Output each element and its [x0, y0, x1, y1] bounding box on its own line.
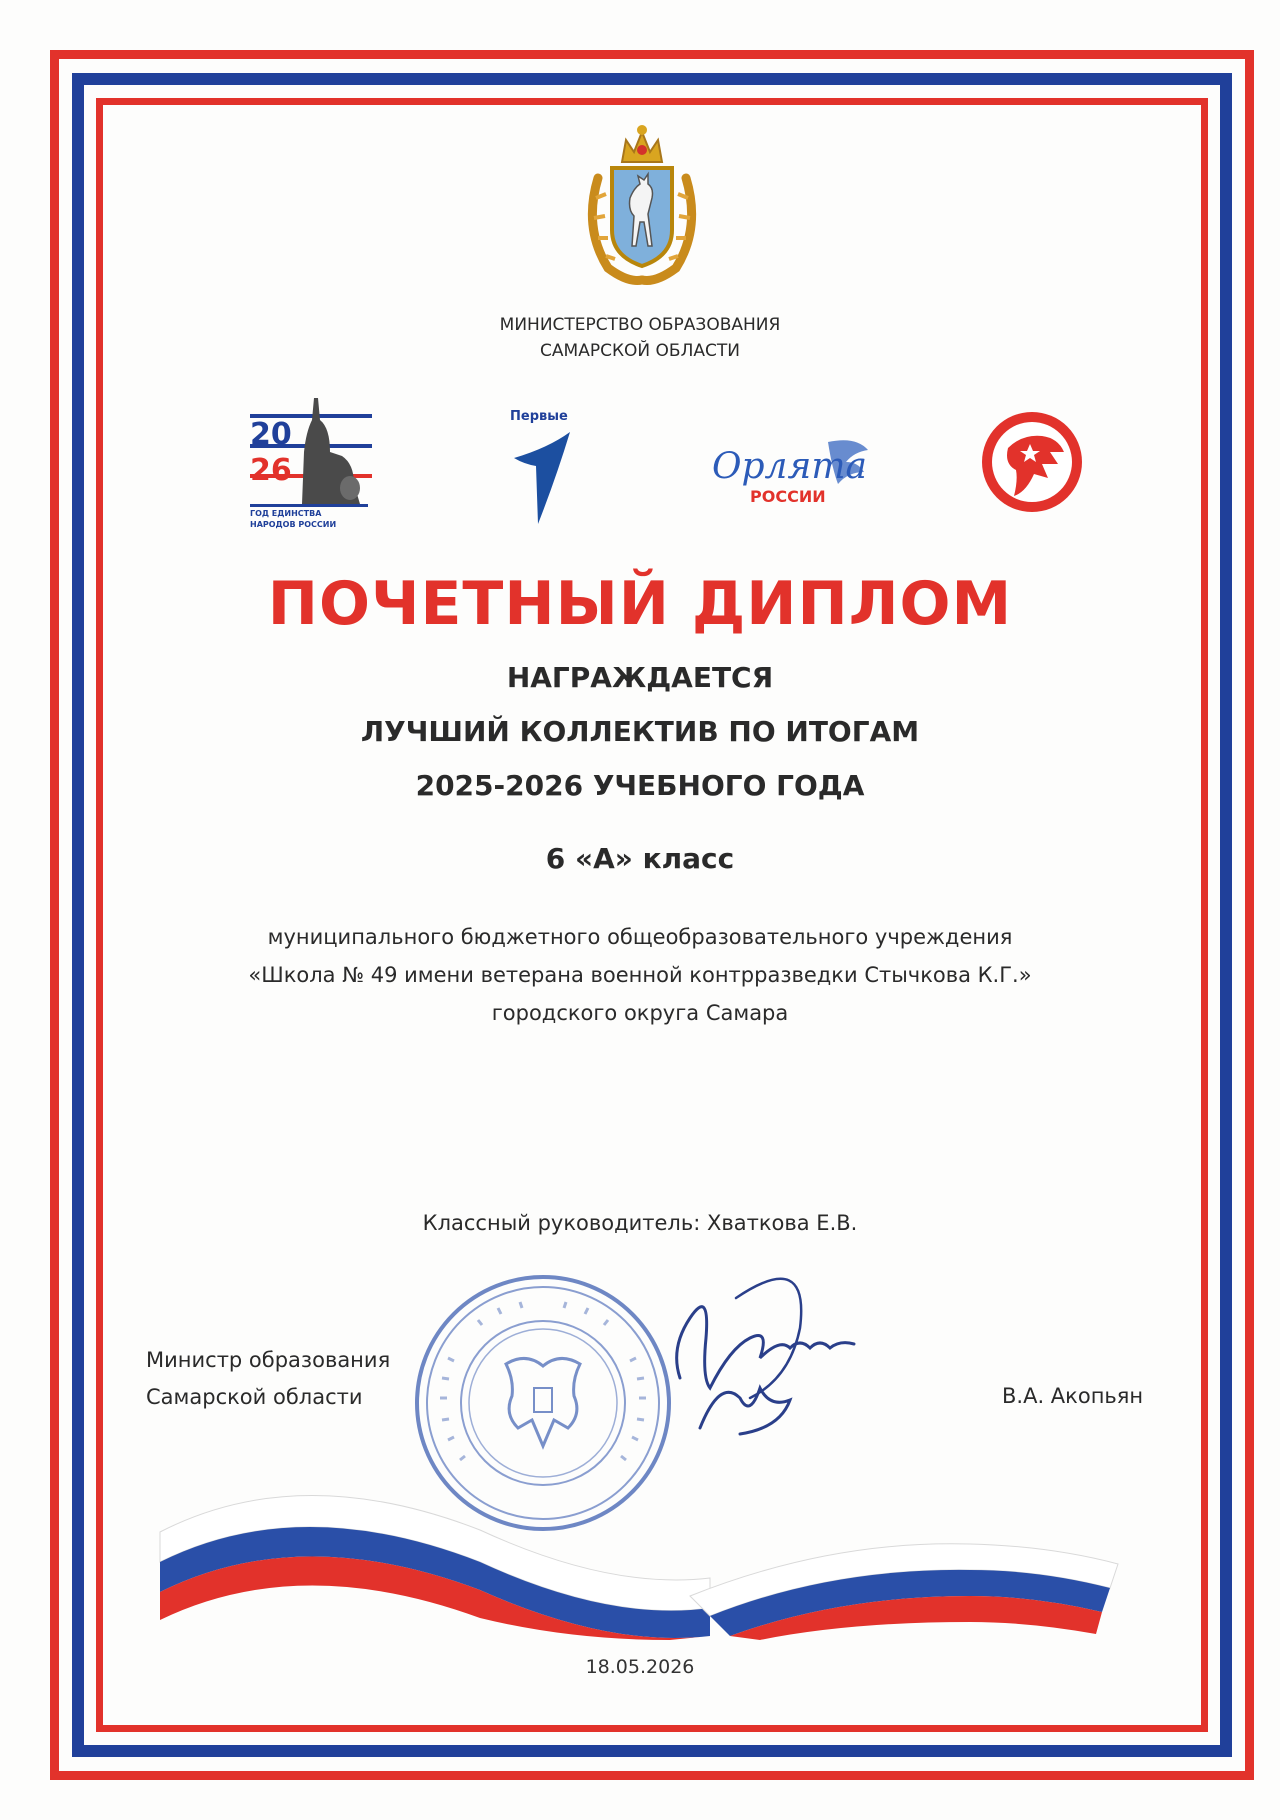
issue-date: 18.05.2026	[585, 1656, 695, 1678]
ministry-line-2: САМАРСКОЙ ОБЛАСТИ	[540, 341, 740, 361]
award-line-2: ЛУЧШИЙ КОЛЛЕКТИВ ПО ИТОГАМ	[360, 715, 920, 748]
official-seal-stamp	[408, 1268, 678, 1538]
orlyata-sub: РОССИИ	[750, 487, 826, 506]
award-line-1: НАГРАЖДАЕТСЯ	[506, 661, 774, 694]
institution-line-1: муниципального бюджетного общеобразовательного учреждения	[267, 925, 1013, 949]
institution-line-3: городского округа Самара	[491, 1001, 789, 1025]
yunarmia-eagle-icon	[978, 408, 1086, 516]
class-teacher: Классный руководитель: Хваткова Е.В.	[422, 1211, 858, 1235]
class-name: 6 «А» класс	[545, 842, 735, 875]
year-logo-caption-1: ГОД ЕДИНСТВА	[250, 509, 322, 518]
year-logo-bottom: 26	[250, 453, 292, 488]
institution-name	[0, 918, 1280, 1032]
orlyata-rossii-logo	[708, 432, 878, 512]
year-logo-caption-2: НАРОДОВ РОССИИ	[250, 520, 337, 529]
samara-coat-of-arms-icon	[578, 118, 706, 288]
ministry-line-1: МИНИСТЕРСТВО ОБРАЗОВАНИЯ	[499, 315, 781, 335]
year-logo-top: 20	[250, 417, 292, 452]
year-of-unity-logo	[250, 392, 378, 530]
pervye-logo	[508, 408, 580, 526]
signatory-role-line-1: Министр образования	[146, 1348, 391, 1372]
diploma-title: ПОЧЕТНЫЙ ДИПЛОМ	[267, 569, 1013, 639]
award-line-3: 2025-2026 УЧЕБНОГО ГОДА	[415, 769, 865, 802]
ministry-name	[0, 312, 1280, 364]
signatory-role-line-2: Самарской области	[146, 1385, 363, 1409]
pervye-label: Первые	[510, 409, 568, 424]
signatory-name: В.А. Акопьян	[1002, 1384, 1144, 1408]
handwritten-signature	[640, 1258, 880, 1448]
orlyata-word: Орлята	[712, 446, 867, 487]
institution-line-2: «Школа № 49 имени ветерана военной контрразведки Стычкова К.Г.»	[248, 963, 1032, 987]
signatory-role	[146, 1342, 390, 1416]
